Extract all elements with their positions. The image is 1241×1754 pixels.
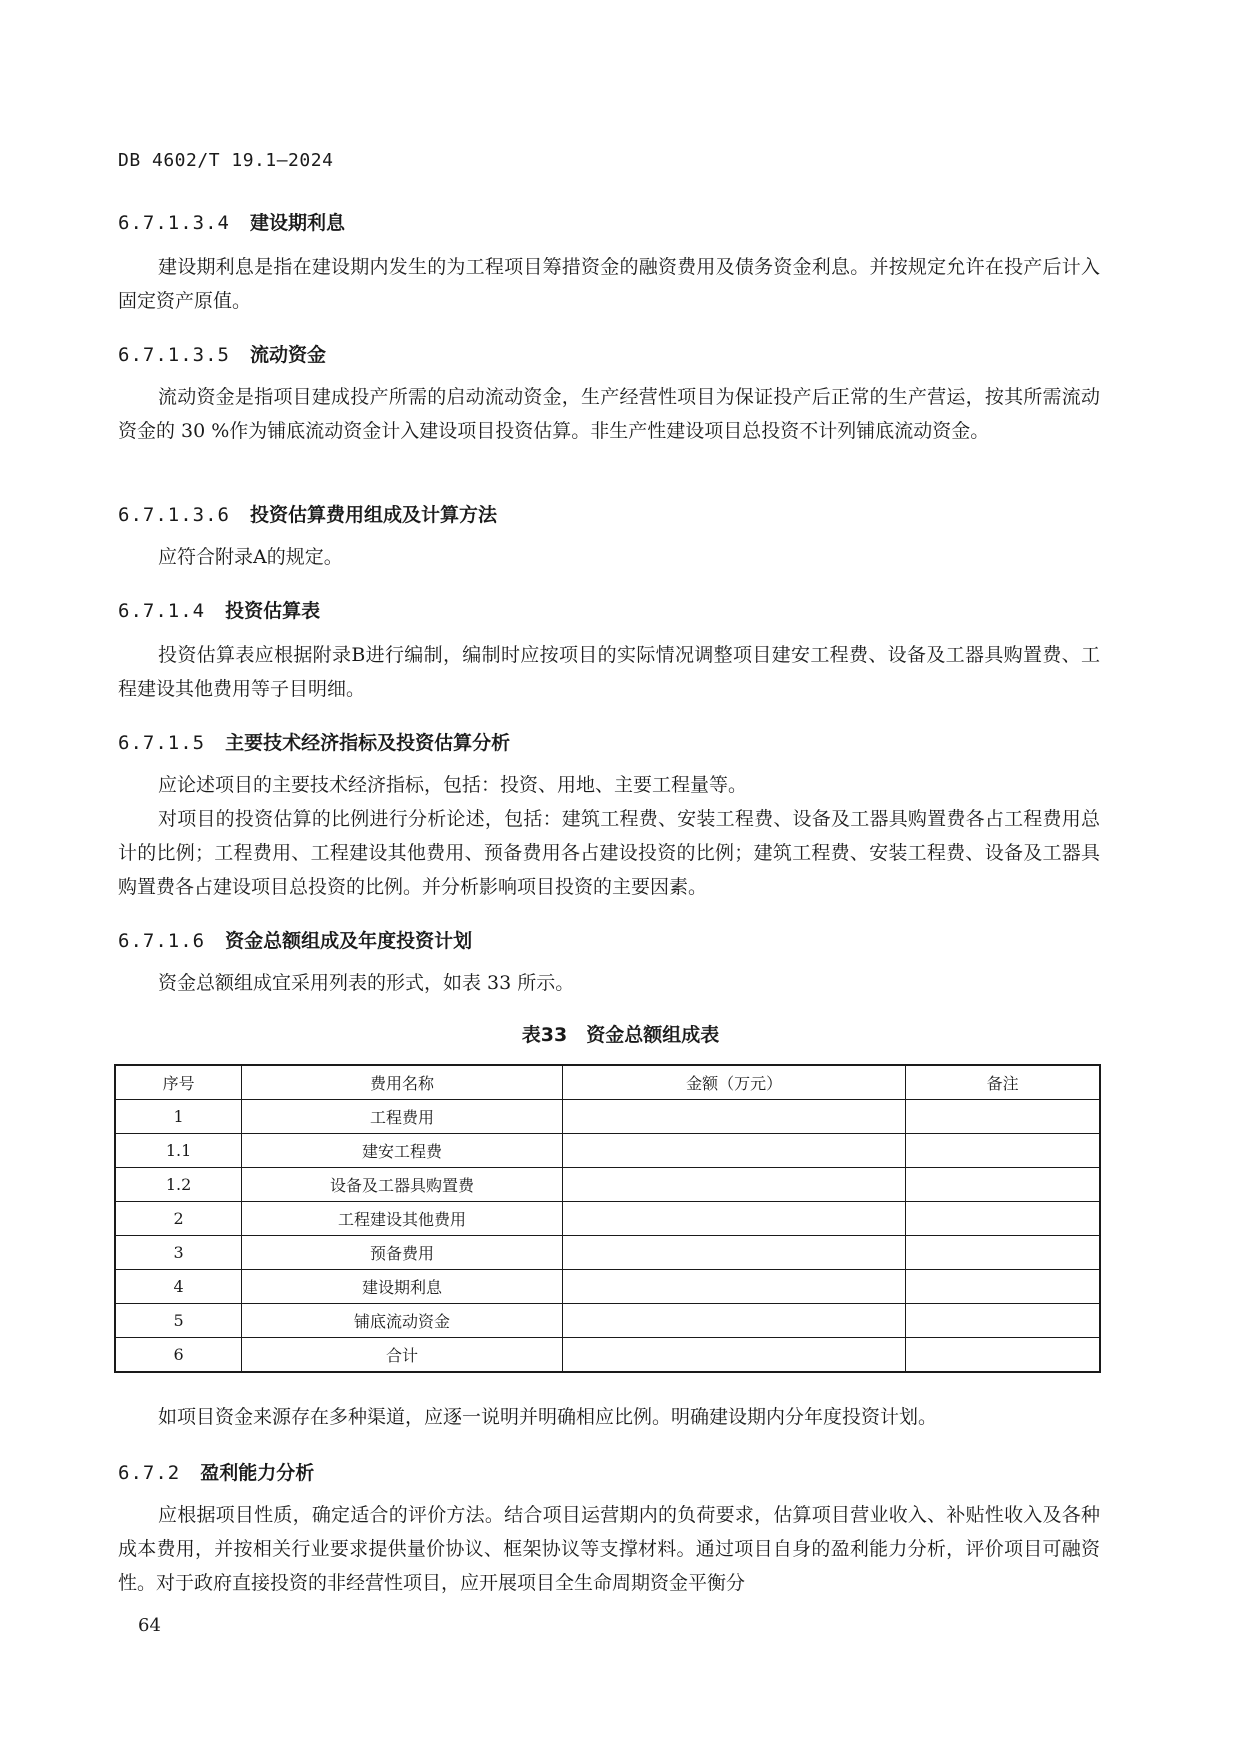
cell-name: 工程建设其他费用 xyxy=(242,1202,563,1236)
cell-remark xyxy=(906,1338,1100,1373)
table-row xyxy=(115,1304,1100,1338)
section-title: 投资估算表 xyxy=(225,600,321,622)
header-cell-index: 序号 xyxy=(115,1065,242,1100)
table-row xyxy=(115,1236,1100,1270)
cell-index: 5 xyxy=(115,1304,242,1338)
cell-name: 建安工程费 xyxy=(242,1134,563,1168)
cell-amount xyxy=(562,1338,906,1373)
cell-remark xyxy=(906,1270,1100,1304)
section-title: 建设期利息 xyxy=(249,212,345,234)
section-number: 6.7.1.4 xyxy=(118,600,206,622)
cell-remark xyxy=(906,1304,1100,1338)
cell-index: 1.1 xyxy=(115,1134,242,1168)
section-number: 6.7.1.6 xyxy=(118,930,206,952)
cell-name: 工程费用 xyxy=(242,1100,563,1134)
table-row xyxy=(115,1202,1100,1236)
cell-remark xyxy=(906,1134,1100,1168)
header-cell-name: 费用名称 xyxy=(242,1065,563,1100)
paragraph: 应符合附录A的规定。 xyxy=(158,546,343,568)
section-heading xyxy=(118,728,510,755)
table-row xyxy=(115,1100,1100,1134)
cell-index: 6 xyxy=(115,1338,242,1373)
cell-index: 1.2 xyxy=(115,1168,242,1202)
table-row xyxy=(115,1270,1100,1304)
cell-name: 设备及工器具购置费 xyxy=(242,1168,563,1202)
section-title: 资金总额组成及年度投资计划 xyxy=(225,930,473,952)
section-heading xyxy=(118,596,320,623)
section-number: 6.7.2 xyxy=(118,1462,181,1484)
cell-amount xyxy=(562,1134,906,1168)
paragraph: 应根据项目性质，确定适合的评价方法。结合项目运营期内的负荷要求，估算项目营业收入、补贴性收入及各种成本费用，并按相关行业要求提供量价协议、框架协议等支撑材料。通过项目自身的盈利能力分析，评价项目可融资性。对于政府直接投资的非经营性项目，应开展项目全生命周期资金平衡分 xyxy=(118,1504,1100,1594)
section-heading xyxy=(118,500,497,527)
section-title: 盈利能力分析 xyxy=(200,1462,315,1484)
cell-amount xyxy=(562,1236,906,1270)
table-header-row xyxy=(115,1065,1100,1100)
paragraph: 对项目的投资估算的比例进行分析论述，包括：建筑工程费、安装工程费、设备及工器具购置费各占工程费用总计的比例；工程费用、工程建设其他费用、预备费用各占建设投资的比例；建筑工程费、安装工程费、设备及工器具购置费各占建设项目总投资的比例。并分析影响项目投资的主要因素。 xyxy=(118,808,1100,898)
table-row xyxy=(115,1168,1100,1202)
fund-composition-table xyxy=(114,1064,1101,1373)
page-number: 64 xyxy=(138,1615,161,1636)
paragraph: 流动资金是指项目建成投产所需的启动流动资金，生产经营性项目为保证投产后正常的生产营运，按其所需流动资金的 30 %作为铺底流动资金计入建设项目投资估算。非生产性建设项目总投资不计列铺底流动资金。 xyxy=(118,386,1100,442)
table-caption: 表33 资金总额组成表 xyxy=(521,1024,720,1046)
table-row xyxy=(115,1338,1100,1373)
paragraph: 建设期利息是指在建设期内发生的为工程项目筹措资金的融资费用及债务资金利息。并按规定允许在投产后计入固定资产原值。 xyxy=(118,256,1100,312)
paragraph: 资金总额组成宜采用列表的形式，如表 33 所示。 xyxy=(158,972,575,994)
cell-remark xyxy=(906,1236,1100,1270)
cell-name: 建设期利息 xyxy=(242,1270,563,1304)
section-heading xyxy=(118,340,326,367)
section-number: 6.7.1.5 xyxy=(118,732,206,754)
cell-amount xyxy=(562,1100,906,1134)
section-number: 6.7.1.3.5 xyxy=(118,344,230,366)
section-number: 6.7.1.3.6 xyxy=(118,504,230,526)
section-title: 主要技术经济指标及投资估算分析 xyxy=(225,732,511,754)
section-number: 6.7.1.3.4 xyxy=(118,212,230,234)
cell-remark xyxy=(906,1202,1100,1236)
paragraph: 投资估算表应根据附录B进行编制，编制时应按项目的实际情况调整项目建安工程费、设备及工器具购置费、工程建设其他费用等子目明细。 xyxy=(118,644,1100,700)
paragraph: 应论述项目的主要技术经济指标，包括：投资、用地、主要工程量等。 xyxy=(158,774,748,796)
cell-index: 1 xyxy=(115,1100,242,1134)
cell-remark xyxy=(906,1100,1100,1134)
cell-index: 4 xyxy=(115,1270,242,1304)
cell-name: 预备费用 xyxy=(242,1236,563,1270)
section-title: 流动资金 xyxy=(249,344,326,366)
section-heading xyxy=(118,1458,314,1485)
section-heading xyxy=(118,926,472,953)
header-cell-remark: 备注 xyxy=(906,1065,1100,1100)
cell-index: 3 xyxy=(115,1236,242,1270)
cell-amount xyxy=(562,1168,906,1202)
table-row xyxy=(115,1134,1100,1168)
cell-amount xyxy=(562,1304,906,1338)
cell-remark xyxy=(906,1168,1100,1202)
cell-name: 合计 xyxy=(242,1338,563,1373)
document-code: DB 4602/T 19.1—2024 xyxy=(118,150,334,171)
section-heading xyxy=(118,208,345,235)
paragraph: 如项目资金来源存在多种渠道，应逐一说明并明确相应比例。明确建设期内分年度投资计划。 xyxy=(158,1406,938,1428)
cell-amount xyxy=(562,1202,906,1236)
cell-amount xyxy=(562,1270,906,1304)
section-title: 投资估算费用组成及计算方法 xyxy=(249,504,497,526)
header-cell-amount: 金额（万元） xyxy=(562,1065,906,1100)
cell-index: 2 xyxy=(115,1202,242,1236)
cell-name: 铺底流动资金 xyxy=(242,1304,563,1338)
